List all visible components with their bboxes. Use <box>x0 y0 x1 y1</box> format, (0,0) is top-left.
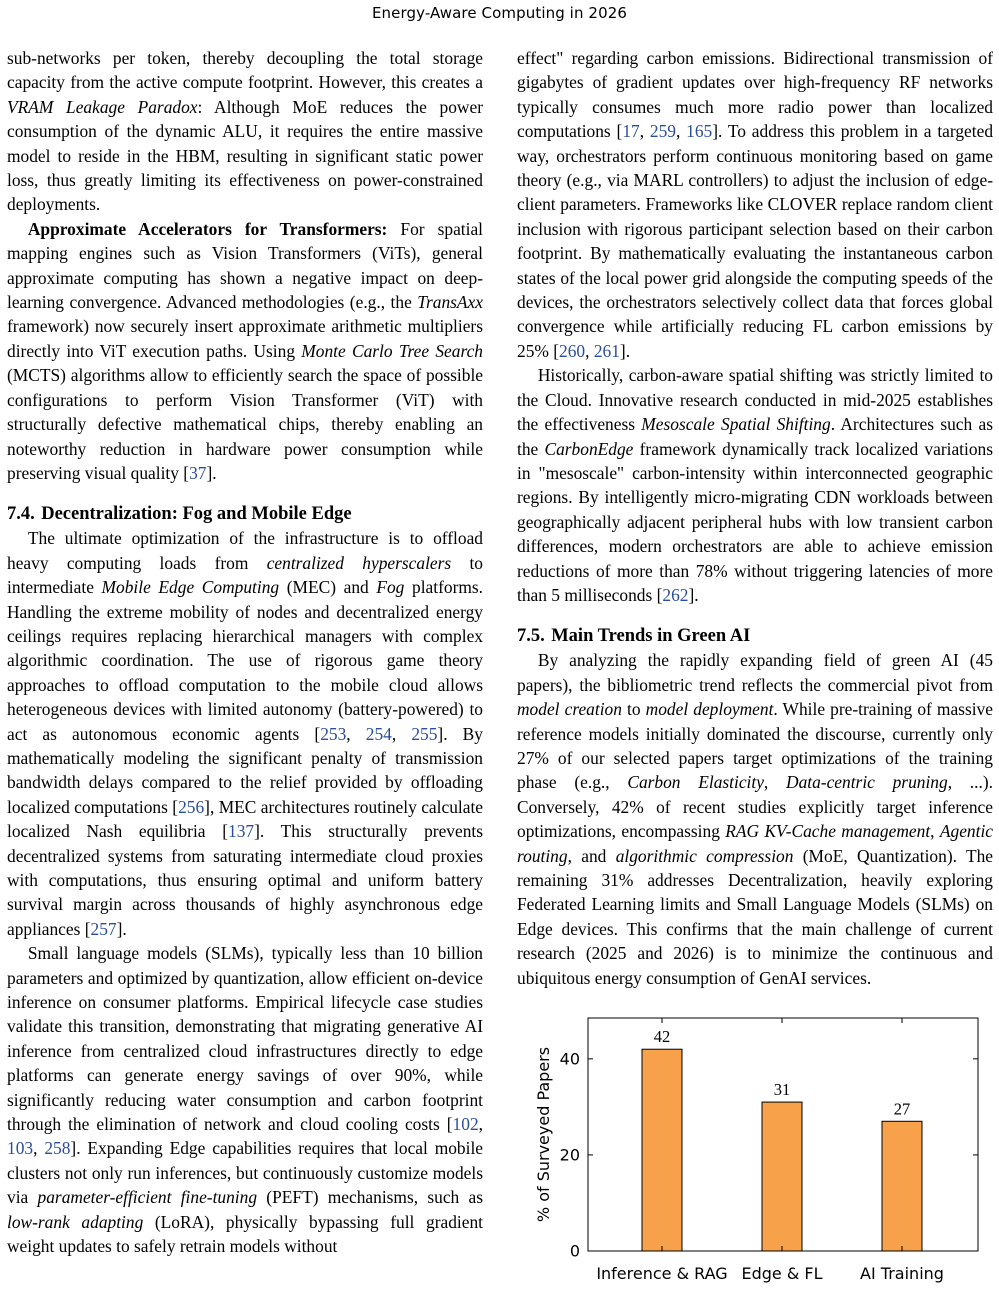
bar <box>762 1102 802 1251</box>
paragraph <box>7 46 483 217</box>
text-run: (MoE, Quantization). The remaining 31% addresses Decentralization, heavily exploring Federated Learning limits and Small Language Models (SLMs) on Edge devices. This confirms that the main challenge of current research (2025 and 2026) is to minimize the continuous and ubiquitous energy consumption of GenAI services. <box>517 845 993 988</box>
emphasis: TransAxx <box>417 292 483 313</box>
running-head: Energy-Aware Computing in 2026 <box>371 4 628 22</box>
emphasis: Monte Carlo Tree Search <box>301 340 483 361</box>
emphasis: Data-centric pruning <box>786 772 948 793</box>
section-title: Main Trends in Green AI <box>551 626 751 647</box>
text-run: , <box>930 821 940 842</box>
text-run: ]. <box>206 462 217 483</box>
x-tick-label: AI Training <box>860 1264 944 1283</box>
citation-link[interactable]: 259 <box>649 121 676 142</box>
emphasis: algorithmic compression <box>615 845 794 866</box>
text-run: The ultimate optimization of the infrastructure is to offload heavy computing loads from <box>7 528 483 573</box>
bar <box>642 1049 682 1251</box>
paragraph <box>7 526 483 941</box>
section-heading-7-4 <box>7 502 483 526</box>
emphasis: VRAM Leakage Paradox <box>7 96 198 117</box>
text-run: to <box>621 699 646 720</box>
text-run: ]. To address this problem in a targeted way, orchestrators perform continuous monitoring based on game theory (e.g., via MARL controllers) to adjust the inclusion of edge-client parameters. Frameworks like CLOVER replace random client inclusion with rigorous participant selection based on their carbon footprint. By mathematically evaluating the instantaneous carbon states of the local power grid alongside the computing speeds of the devices, the orchestrators selectively collect data that forces global convergence while artificially reducing FL carbon emissions by 25% [ <box>517 121 994 361</box>
text-run: . While pre-training of massive reference models initially dominated the discourse, currently only 27% of our selected papers target optimizations of the training phase (e.g., <box>517 699 993 793</box>
text-run: ]. <box>619 340 631 361</box>
emphasis: Carbon Elasticity <box>627 772 764 793</box>
y-tick-label: 40 <box>559 1049 580 1069</box>
text-run: platforms. Handling the extreme mobility of nodes and decentralized energy ceilings requires replacing hierarchical managers with complex algorithmic coordination. The use of rigorous game theory approaches to offload computation to the mobile cloud allows heterogeneous devices with limited autonomy (battery-powered) to act as autonomous economic agents [ <box>7 577 483 744</box>
section-title: Decentralization: Fog and Mobile Edge <box>41 504 352 525</box>
emphasis: Mobile Edge Computing <box>101 577 280 598</box>
text-run: , <box>391 723 412 744</box>
emphasis: model creation <box>517 699 622 720</box>
section-number: 7.4. <box>7 504 35 525</box>
emphasis: CarbonEdge <box>544 438 634 459</box>
text-run: , <box>639 121 650 142</box>
text-run: , <box>585 340 594 361</box>
citation-link[interactable]: 261 <box>593 340 620 361</box>
citation-link[interactable]: 262 <box>662 584 689 605</box>
text-run: , ...). Conversely, 42% of recent studies explicitly target inference optimizations, encompassing <box>517 772 993 842</box>
text-run: ]. <box>116 918 127 939</box>
paragraph <box>7 941 483 1258</box>
paragraph <box>517 363 993 607</box>
bar-chart <box>517 1010 993 1309</box>
emphasis: Fog <box>376 577 405 598</box>
citation-link[interactable]: 37 <box>189 462 207 483</box>
text-run: (PEFT) mechanisms, such as <box>257 1187 483 1208</box>
emphasis: Agentic routing <box>517 821 993 866</box>
text-run: : Although MoE reduces the power consumption of the dynamic ALU, it requires the entire massive model to reside in the HBM, resulting in significant static power loss, thus greatly limiting its effectiveness on power-constrained deployments. <box>7 96 483 215</box>
y-tick-label: 20 <box>559 1145 580 1165</box>
citation-link[interactable]: 255 <box>411 723 438 744</box>
text-run: ]. This structurally prevents decentralized systems from saturating intermediate cloud proxies with computations, thus ensuring optimal and uniform battery survival margin across thousands of highly asynchronous edge appliances [ <box>7 821 484 939</box>
text-run: framework) now securely insert approximate arithmetic multipliers directly into ViT execution paths. Using <box>7 316 483 361</box>
text-run: , <box>763 772 787 793</box>
data-label: 27 <box>893 1099 911 1119</box>
citation-link[interactable]: 256 <box>178 796 205 817</box>
citation-link[interactable]: 254 <box>365 723 392 744</box>
citation-link[interactable]: 260 <box>559 340 586 361</box>
text-run: , <box>478 1114 483 1135</box>
text-run: effect" regarding carbon emissions. Bidirectional transmission of gigabytes of gradient updates over high-frequency RF networks typically consumes much more radio power than localized computations [ <box>517 48 993 142</box>
text-run: ], MEC architectures routinely calculate localized Nash equilibria [ <box>7 796 483 842</box>
section-heading-7-5 <box>517 624 993 648</box>
run-in-heading: Approximate Accelerators for Transformers: <box>27 218 388 239</box>
text-run: By analyzing the rapidly expanding field of green AI (45 papers), the bibliometric trend reflects the commercial pivot from <box>517 650 993 695</box>
data-label: 31 <box>773 1080 791 1100</box>
text-run: ]. By mathematically modeling the significant penalty of transmission bandwidth delays compared to the relief provided by offloading localized computations [ <box>7 723 483 817</box>
citation-link[interactable]: 103 <box>7 1138 34 1159</box>
citation-link[interactable]: 102 <box>452 1114 479 1135</box>
paragraph <box>517 46 993 363</box>
data-label: 42 <box>653 1027 671 1047</box>
citation-link[interactable]: 258 <box>44 1138 71 1159</box>
text-run: to intermediate <box>7 552 483 598</box>
text-run: ]. Expanding Edge capabilities requires that local mobile clusters not only run inferences, but continuously customize models via <box>7 1138 484 1208</box>
citation-link[interactable]: 257 <box>90 918 117 939</box>
emphasis: Mesoscale Spatial Shifting <box>641 414 831 435</box>
emphasis: RAG KV-Cache management <box>725 821 931 842</box>
paragraph <box>517 648 993 990</box>
citation-link[interactable]: 253 <box>320 723 347 744</box>
text-run: , and <box>567 845 616 866</box>
emphasis: model deployment <box>645 699 774 720</box>
text-run: (MCTS) algorithms allow to efficiently search the space of possible configurations to perform Vision Transformer (ViT) with structurally defective mathematical chips, thereby enabling an noteworthy reduction in hardware power consumption while preserving visual quality [ <box>7 365 483 483</box>
text-run: . Architectures such as the <box>517 414 993 459</box>
bar-chart-svg <box>517 1010 993 1309</box>
text-run: Small language models (SLMs), typically less than 10 billion parameters and optimized by quantization, allow efficient on-device inference on consumer platforms. Empirical lifecycle case studies validate this transition, demonstrating that migrating generative AI inference from centralized cloud infrastructures directly to edge platforms can generate energy savings of over 90%, while significantly reducing water consumption and carbon footprint through the elimination of network and cloud cooling costs [ <box>7 943 483 1135</box>
text-run: , <box>346 723 366 744</box>
text-run: , <box>33 1138 45 1159</box>
text-run: ]. <box>688 584 699 605</box>
text-run: (LoRA), physically bypassing full gradient weight updates to safely retrain models without <box>7 1211 483 1257</box>
citation-link[interactable]: 17 <box>622 121 640 142</box>
x-tick-label: Inference & RAG <box>596 1264 728 1283</box>
y-tick-label: 0 <box>569 1241 580 1261</box>
emphasis: centralized hyperscalers <box>266 552 452 573</box>
x-tick-label: Edge & FL <box>741 1264 823 1283</box>
section-number: 7.5. <box>517 626 545 647</box>
text-run: framework dynamically track localized variations in "mesoscale" carbon-intensity within interconnected geographic regions. By intelligently micro-migrating CDN workloads between geographically adjacent peripheral hubs with low transient carbon differences, modern orchestrators are able to achieve emission reductions of more than 78% without triggering latencies of more than 5 milliseconds [ <box>517 438 993 605</box>
text-run: sub-networks per token, thereby decoupling the total storage capacity from the active compute footprint. However, this creates a <box>7 48 483 93</box>
paragraph <box>7 217 483 485</box>
text-run: For spatial mapping engines such as Vision Transformers (ViTs), general approximate computing has shown a negative impact on deep-learning convergence. Advanced methodologies (e.g., the <box>7 218 484 313</box>
citation-link[interactable]: 137 <box>228 821 255 842</box>
text-run: , <box>675 121 687 142</box>
right-column <box>517 46 993 990</box>
bar <box>882 1121 922 1251</box>
left-column <box>7 46 483 1259</box>
y-axis-label: % of Surveyed Papers <box>534 1046 553 1223</box>
emphasis: low-rank adapting <box>7 1211 144 1232</box>
emphasis: parameter-efficient fine-tuning <box>37 1187 258 1208</box>
text-run: Historically, carbon-aware spatial shifting was strictly limited to the Cloud. Innovative research conducted in mid-2025 establishes the effectiveness <box>517 365 993 435</box>
text-run: (MEC) and <box>279 577 377 598</box>
citation-link[interactable]: 165 <box>686 121 713 142</box>
